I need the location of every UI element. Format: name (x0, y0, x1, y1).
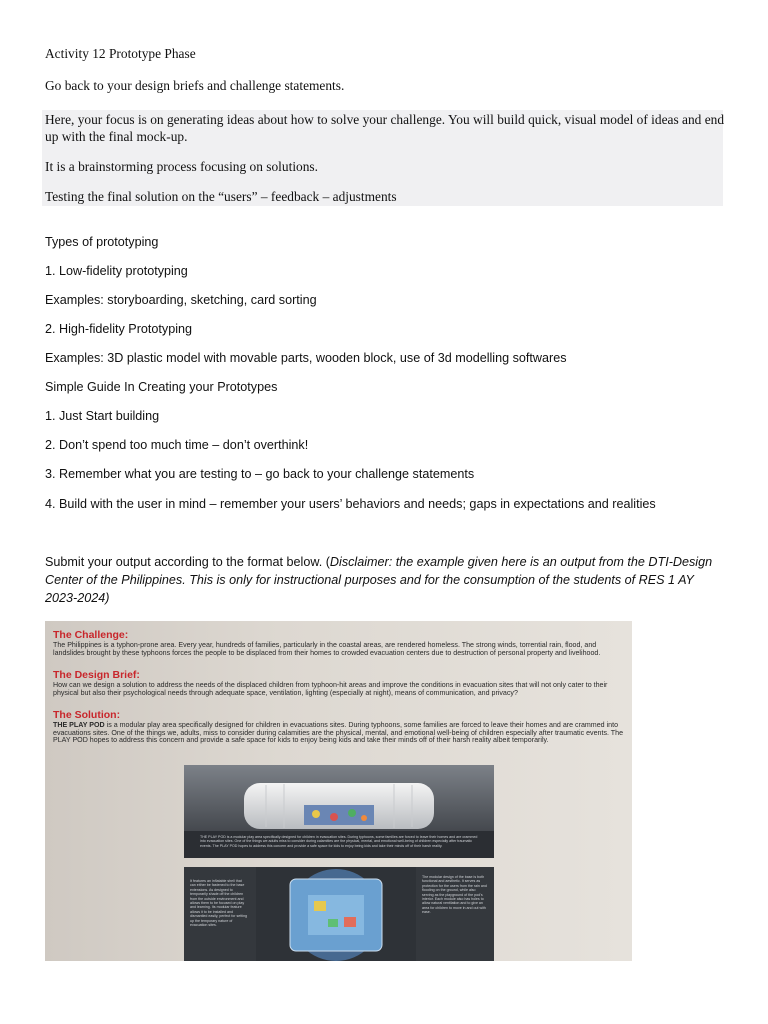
submit-instructions (45, 553, 725, 607)
focus-paragraph: Here, your focus is on generating ideas about how to solve your challenge. You will build quick, visual model of ideas and end up with the final mock-up. (45, 112, 725, 144)
solution-heading: The Solution: (53, 709, 121, 721)
guide-item: 1. Just Start building (45, 409, 160, 423)
solution-body: is a modular play area specifically designed for children in evacuations sites. During typhoons, some families are forced to leave their homes and are crammed into evacuations sites. One of the things we, adults, miss to consider during calamities are the physical, mental, and emotional well-being of children especially after traumatic events. The PLAY POD hopes to address this concern and provide a safe space for kids to enjoy being kids and take their minds off of their harsh reality albeit temporarily. (53, 721, 624, 745)
design-brief-heading: The Design Brief: (53, 669, 140, 681)
solution-lead: THE PLAY POD (53, 721, 105, 729)
play-pod-render-panel (184, 765, 494, 858)
low-fidelity-examples: Examples: storyboarding, sketching, card sorting (45, 293, 317, 307)
plan-left-text: It features an inflatable shell that can either be fastened to the base extensions. As designed to temporarily shade off the children from the outside environment and allows them to be focused on play and learning. Its modular feature allows it to be installed and dismantled easily, perfect for setting up the temporary nature of evacuation sites. (190, 879, 248, 928)
floor-plan-diagram (256, 867, 416, 961)
guide-heading: Simple Guide In Creating your Prototypes (45, 380, 278, 394)
solution-text (53, 722, 628, 745)
submit-lead: Submit your output according to the format below. ( (45, 555, 330, 569)
challenge-heading: The Challenge: (53, 629, 129, 641)
guide-item: 3. Remember what you are testing to – go back to your challenge statements (45, 467, 475, 481)
design-brief-text: How can we design a solution to address the needs of the displaced children from typhoon-hit areas and improve the conditions in evacuation sites that will not only cater to their physical but also their psychological needs through adequate space, ventilation, lighting (especially at night), means of communication, and privacy? (53, 681, 608, 697)
high-fidelity-examples: Examples: 3D plastic model with movable parts, wooden block, use of 3d modelling softwares (45, 351, 567, 365)
challenge-text: The Philippines is a typhon-prone area. Every year, hundreds of families, particularly in the coastal areas, are rendered homeless. The strong winds, torrential rain, flood, and landslides brought by these typhoons forces the people to be displaced from their homes to crowded evacuation centers due to destruction of personal property and livelihood. (53, 641, 601, 657)
guide-item: 4. Build with the user in mind – remember your users’ behaviors and needs; gaps in expectations and realities (45, 497, 656, 511)
instruction-line: Go back to your design briefs and challenge statements. (45, 78, 345, 93)
panel-body-text: THE PLAY POD is a modular play area specifically designed for children in evacuation sites. During typhoons, some families are forced to leave their homes and are crammed into evacuation sites. One of the things we adults miss to consider during calamities are the physical, mental, and emotional well-being of children especially after traumatic events. The PLAY POD hopes to address this concern and provide a safe space for kids to enjoy being kids and take their minds off of their harsh reality. (200, 835, 478, 848)
activity-title: Activity 12 Prototype Phase (45, 46, 196, 61)
floor-plan-panel (184, 867, 494, 961)
disclaimer-text: Disclaimer: the example given here is an output from the DTI-Design Center of the Philippines. This is only for instructional purposes and for the consumption of the students of RES 1 AY 2023-2024) (45, 555, 713, 605)
plan-right-text: The modular design of the base is both functional and aesthetic. It serves as protection for the users from the rain and flooding on the ground, while also serving as the playground of the pod's interior. Each module also has holes to allow natural ventilation and to give an area for children to move in and out with ease. (422, 875, 487, 915)
testing-line: Testing the final solution on the “users” – feedback – adjustments (45, 189, 397, 204)
brainstorm-line: It is a brainstorming process focusing on solutions. (45, 159, 318, 174)
high-fidelity-item: 2. High-fidelity Prototyping (45, 322, 192, 336)
guide-item: 2. Don’t spend too much time – don’t overthink! (45, 438, 309, 452)
example-poster-photo (45, 621, 632, 961)
low-fidelity-item: 1. Low-fidelity prototyping (45, 264, 188, 278)
types-heading: Types of prototyping (45, 235, 159, 249)
